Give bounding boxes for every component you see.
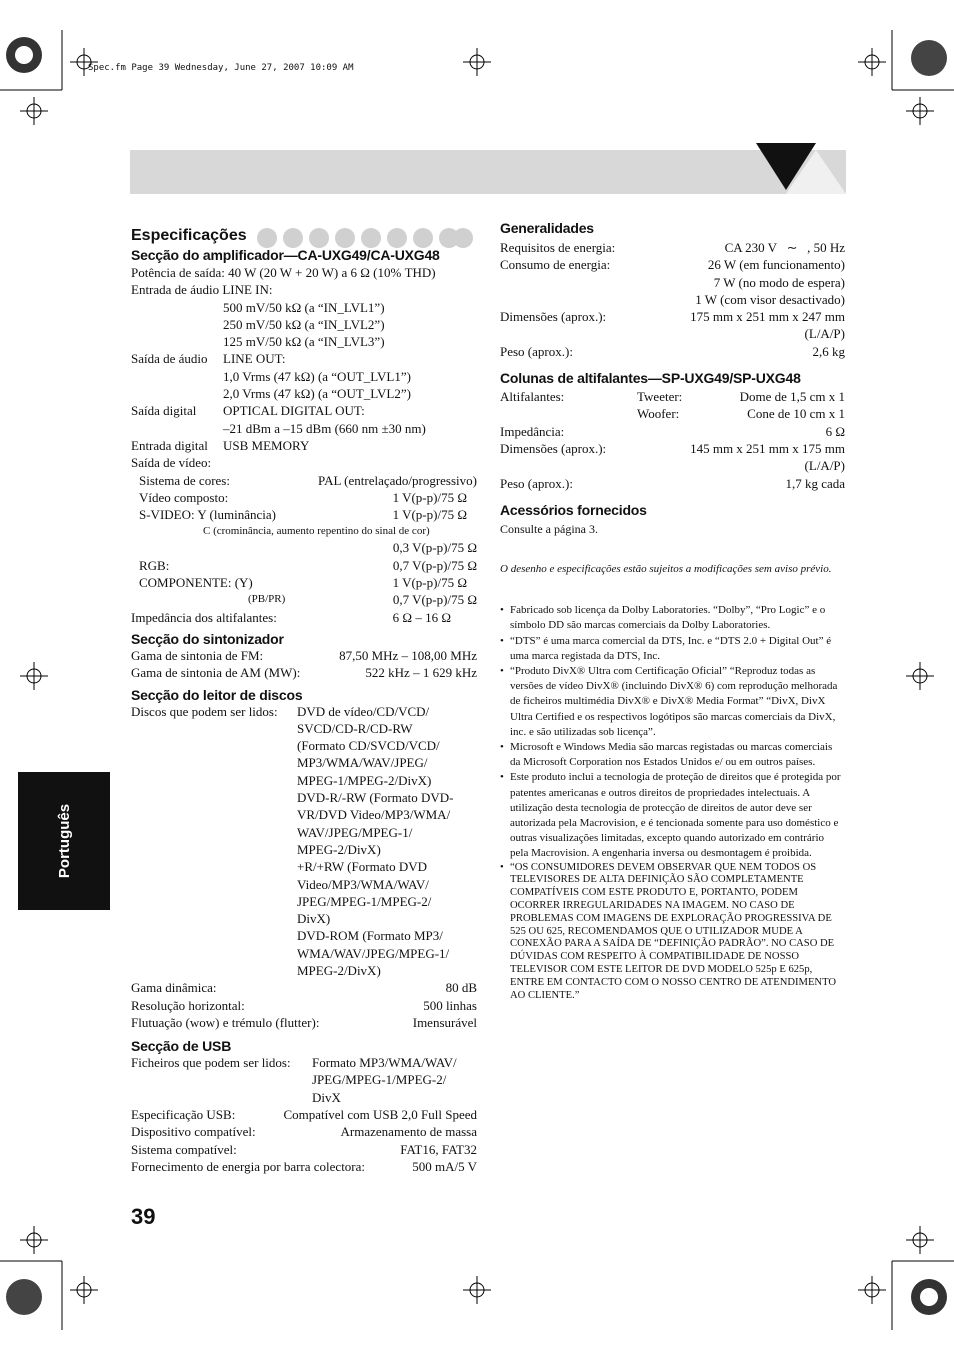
notes-list <box>500 603 845 1002</box>
spec-label: Discos que podem ser lidos: <box>131 703 278 719</box>
spec-row <box>131 647 477 664</box>
spec-row <box>131 489 477 506</box>
disc-line: MPEG-2/DivX) <box>297 962 381 978</box>
spec-value: FAT16, FAT32 <box>400 1141 477 1157</box>
spec-value: 0,3 V(p-p)/75 Ω <box>392 540 477 556</box>
spec-value: 500 linhas <box>423 997 477 1013</box>
usb-files-list <box>312 1054 457 1106</box>
spec-value: 1 V(p-p)/75 Ω <box>392 489 467 505</box>
spec-value: 1 W (com visor desactivado) <box>695 291 845 307</box>
spec-value: 522 kHz – 1 629 kHz <box>365 665 477 681</box>
spec-value: 7 W (no modo de espera) <box>713 274 845 290</box>
amp-heading: Secção do amplificador—CA-UXG49/CA-UXG48 <box>131 247 440 263</box>
file-header: Spec.fm Page 39 Wednesday, June 27, 2007 10:09 AM <box>88 63 354 73</box>
line-in-label: Entrada de áudio LINE IN: <box>131 282 273 298</box>
dig-out-value: OPTICAL DIGITAL OUT: <box>223 403 365 419</box>
svideo-c-label: C (crominância, aumento repentino do sinal de cor) <box>203 525 430 538</box>
spec-label: Impedância dos altifalantes: <box>131 609 277 625</box>
usb-file-line: JPEG/MPEG-1/MPEG-2/ <box>312 1072 447 1088</box>
speakers-label: Altifalantes: <box>500 389 565 405</box>
spec-row <box>131 574 477 591</box>
page-title: Especificações <box>131 227 247 244</box>
power-voltage: CA 230 V <box>724 240 778 255</box>
disc-line: MP3/WMA/WAV/JPEG/ <box>297 755 428 771</box>
tuner-heading: Secção do sintonizador <box>131 630 284 647</box>
spec-row <box>131 664 477 681</box>
line-out-value: 2,0 Vrms (47 kΩ) (a “OUT_LVL2”) <box>223 386 411 402</box>
spec-label: Dimensões (aprox.): <box>500 309 607 325</box>
accessories-text: Consulte a página 3. <box>500 521 598 536</box>
spec-value: 145 mm x 251 mm x 175 mm <box>690 440 845 456</box>
list-item: • “Produto DivX® Ultra com Certificação Oficial” “Reproduz todas as versões de vídeo DivX® (incluindo DivX® 6) com reprodução melhorada de ficheiros multimédia DivX® e DivX® Media Format” “DivX, DivX Ultra Certified e os respectivos logótipos são marcas comerciais da DivX, inc. e são utilizadas sob licença”. <box>500 664 845 740</box>
list-item: • Este produto inclui a tecnologia de proteção de direitos que é protegida por patentes americanas e outros direitos de propriedades intelectuais. A utilização desta tecnologia de protecção de direitos de autor deve ser autorizada pela Macrovision, e é tencionada somente para uso doméstico e outras visualizações limitadas, excepto quando autorizado em contrário pela Macrovision. A engenharia inversa ou desmontagem é proibida. <box>500 770 845 861</box>
disc-list <box>297 703 453 980</box>
list-item: • Microsoft e Windows Media são marcas registadas ou marcas comerciais da Microsoft Corporation nos Estados Unidos e/ ou em outros países. <box>500 740 845 770</box>
spec-row <box>500 440 845 457</box>
disc-line: MPEG-1/MPEG-2/DivX) <box>297 772 432 788</box>
spec-value: 1,7 kg cada <box>785 475 845 491</box>
dig-in-value: USB MEMORY <box>223 437 310 453</box>
spec-row <box>131 506 477 523</box>
spec-value: 26 W (em funcionamento) <box>707 257 845 273</box>
disc-line: DVD-ROM (Formato MP3/ <box>297 928 443 944</box>
spec-value: 2,6 kg <box>812 343 845 359</box>
spec-value: Dome de 1,5 cm x 1 <box>739 389 845 405</box>
disc-line: WAV/JPEG/MPEG-1/ <box>297 824 413 840</box>
language-tab <box>18 772 110 910</box>
spec-row <box>131 979 477 996</box>
spec-label: Dimensões (aprox.): <box>500 440 607 456</box>
amp-power: Potência de saída: 40 W (20 W + 20 W) a 6 Ω (10% THD) <box>131 265 436 280</box>
line-in-value: 250 mV/50 kΩ (a “IN_LVL2”) <box>223 316 385 332</box>
spec-label: Peso (aprox.): <box>500 475 573 491</box>
spec-label: Impedância: <box>500 423 565 439</box>
usb-file-line: Formato MP3/WMA/WAV/ <box>312 1055 457 1071</box>
disc-line: DVD-R/-RW (Formato DVD- <box>297 790 454 806</box>
page-number: 39 <box>131 1204 156 1229</box>
spec-row <box>131 472 477 489</box>
spec-value: Compatível com USB 2,0 Full Speed <box>283 1107 477 1123</box>
line-out-row <box>131 350 477 367</box>
spec-label <box>500 388 682 405</box>
disc-line: JPEG/MPEG-1/MPEG-2/ <box>297 893 432 909</box>
spec-label: Gama de sintonia de AM (MW): <box>131 665 301 681</box>
disc-line: (Formato CD/SVCD/VCD/ <box>297 738 440 754</box>
spec-value: Imensurável <box>412 1014 477 1030</box>
power-frequency: , 50 Hz <box>807 240 845 255</box>
ac-icon: ∼ <box>786 240 798 255</box>
line-out-value: 1,0 Vrms (47 kΩ) (a “OUT_LVL1”) <box>223 368 411 384</box>
usb-heading: Secção de USB <box>131 1038 232 1055</box>
speakers-heading: Colunas de altifalantes—SP-UXG49/SP-UXG48 <box>500 370 801 387</box>
spec-row <box>131 609 477 626</box>
spec-row <box>131 557 477 574</box>
spec-value: 500 mA/5 V <box>412 1158 477 1174</box>
accessories-heading: Acessórios fornecidos <box>500 501 647 518</box>
spec-row <box>131 1123 477 1140</box>
line-in-value: 125 mV/50 kΩ (a “IN_LVL3”) <box>223 334 385 350</box>
general-heading: Generalidades <box>500 220 594 236</box>
disc-line: DivX) <box>297 911 331 927</box>
spec-label: Gama dinâmica: <box>131 980 217 996</box>
spec-value: Cone de 10 cm x 1 <box>747 406 845 422</box>
spec-label: Peso (aprox.): <box>500 343 573 359</box>
line-out-label: Saída de áudio <box>131 351 208 367</box>
spec-label: RGB: <box>139 557 170 573</box>
spec-label: Resolução horizontal: <box>131 997 245 1013</box>
spec-label: Fornecimento de energia por barra colectora: <box>131 1158 366 1174</box>
list-item: • “OS CONSUMIDORES DEVEM OBSERVAR QUE NEM TODOS OS TELEVISORES DE ALTA DEFINIÇÃO SÃO COMPLETAMENTE COMPATÍVEIS COM ESTE PRODUTO E, PORTANTO, PODEM OCORRER IRREGULARIDADES NA IMAGEM. NO CASO DE PROBLEMAS COM IMAGENS DE EXPLORAÇÃO PROGRESSIVA DE 525 OU 625, RECOMENDAMOS QUE O UTILIZADOR MUDE A CONEXÃO PARA A SAÍDA DE “DEFINIÇÃO PADRÃO”. NO CASO DE DÚVIDAS COM RESPEITO À COMPATIBILIDADE DE NOSSO TELEVISOR COM ESTE LEITOR DE DVD MODELO 525p E 625p, ENTRE EM CONTACTO COM O NOSSO CENTRO DE ATENDIMENTO AO CLIENTE.” <box>500 862 845 1003</box>
disc-line: MPEG-2/DivX) <box>297 841 381 857</box>
disclaimer: O desenho e especificações estão sujeitos a modificações sem aviso prévio. <box>500 563 832 576</box>
spec-row <box>500 308 845 325</box>
disc-line: DVD de vídeo/CD/VCD/ <box>297 703 430 719</box>
spec-label: (PB/PR) <box>248 593 286 606</box>
spec-value: 87,50 MHz – 108,00 MHz <box>339 647 477 663</box>
dig-out-value: –21 dBm a –15 dBm (660 nm ±30 nm) <box>223 420 426 436</box>
usb-file-line: DivX <box>312 1089 341 1105</box>
spec-row <box>500 239 845 256</box>
spec-value: 1 V(p-p)/75 Ω <box>392 575 467 591</box>
dig-out-label: Saída digital <box>131 403 197 419</box>
right-column <box>500 220 845 1002</box>
spec-value: 175 mm x 251 mm x 247 mm <box>690 309 845 325</box>
spec-value: (L/A/P) <box>804 458 845 474</box>
spec-value: (L/A/P) <box>804 326 845 342</box>
spec-row <box>500 423 845 440</box>
spec-label: Woofer: <box>637 406 680 422</box>
spec-label: COMPONENTE: (Y) <box>139 575 253 591</box>
spec-row <box>500 343 845 360</box>
video-label: Saída de vídeo: <box>131 455 212 471</box>
line-in-value: 500 mV/50 kΩ (a “IN_LVL1”) <box>223 299 385 315</box>
dig-in-row <box>131 437 477 454</box>
usb-files-row <box>131 1054 477 1106</box>
spec-row <box>131 1106 477 1123</box>
language-tab-label: Português <box>55 803 73 879</box>
spec-label: Flutuação (wow) e trémulo (flutter): <box>131 1014 320 1030</box>
spec-row <box>500 388 845 405</box>
line-out-value: LINE OUT: <box>223 351 286 367</box>
dig-out-row <box>131 402 477 419</box>
spec-value: 6 Ω – 16 Ω <box>392 609 451 625</box>
spec-value: 1 V(p-p)/75 Ω <box>392 507 467 523</box>
tweeter-label: Tweeter: <box>637 389 683 405</box>
spec-row <box>131 591 477 608</box>
dig-in-label: Entrada digital <box>131 437 208 453</box>
spec-label: Ficheiros que podem ser lidos: <box>131 1055 291 1071</box>
spec-label: Requisitos de energia: <box>500 240 616 255</box>
spec-value <box>725 239 845 256</box>
disc-line: WMA/WAV/JPEG/MPEG-1/ <box>297 945 450 961</box>
disc-heading: Secção do leitor de discos <box>131 686 303 703</box>
spec-value: PAL (entrelaçado/progressivo) <box>318 472 477 488</box>
spec-label: S-VIDEO: Y (luminância) <box>139 507 276 523</box>
spec-value: 80 dB <box>445 980 477 996</box>
spec-label: Especificação USB: <box>131 1107 236 1123</box>
disc-line: VR/DVD Video/MP3/WMA/ <box>297 807 451 823</box>
spec-label: Dispositivo compatível: <box>131 1124 256 1140</box>
spec-row <box>131 997 477 1014</box>
list-item: • Fabricado sob licença da Dolby Laboratories. “Dolby”, “Pro Logic” e o símbolo DD são marcas comerciais da Dolby Laboratories. <box>500 603 845 633</box>
spec-row <box>500 256 845 273</box>
left-column <box>131 227 477 1175</box>
list-item: • “DTS” é uma marca comercial da DTS, Inc. e “DTS 2.0 + Digital Out” é uma marca registada da DTS, Inc. <box>500 634 845 664</box>
disc-line: +R/+RW (Formato DVD <box>297 859 427 875</box>
spec-value: 6 Ω <box>825 423 845 439</box>
spec-value: 0,7 V(p-p)/75 Ω <box>392 592 477 608</box>
spec-row <box>500 475 845 492</box>
spec-row <box>131 1158 477 1175</box>
spec-label: Sistema de cores: <box>139 472 230 488</box>
disc-line: SVCD/CD-R/CD-RW <box>297 720 413 736</box>
spec-label: Sistema compatível: <box>131 1141 237 1157</box>
spec-label: Gama de sintonia de FM: <box>131 647 264 663</box>
spec-row <box>500 405 845 422</box>
spec-row <box>131 1141 477 1158</box>
spec-value: Armazenamento de massa <box>340 1124 477 1140</box>
spec-row <box>131 1014 477 1031</box>
disc-line: Video/MP3/WMA/WAV/ <box>297 876 429 892</box>
disc-row <box>131 703 477 980</box>
spec-value: 0,7 V(p-p)/75 Ω <box>392 557 477 573</box>
spec-label: Consumo de energia: <box>500 257 611 273</box>
spec-label: Vídeo composto: <box>139 489 229 505</box>
